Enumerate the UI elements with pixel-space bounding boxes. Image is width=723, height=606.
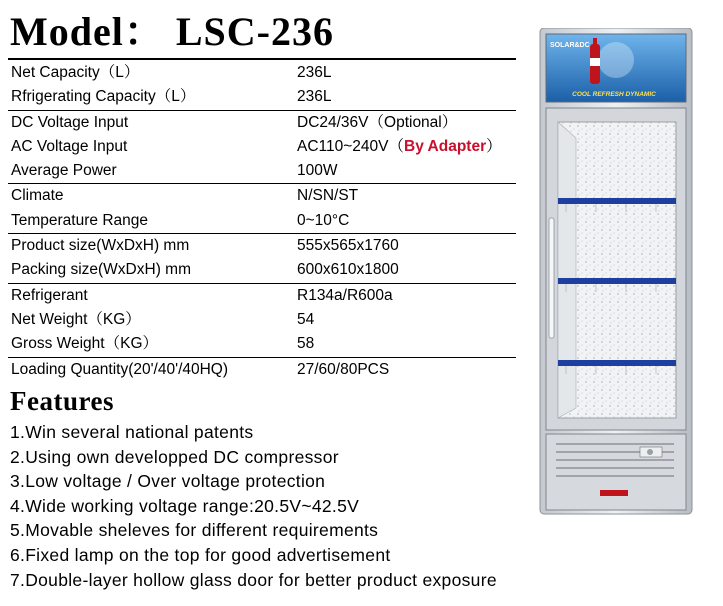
spec-value: 54 <box>297 310 315 328</box>
spec-value: N/SN/ST <box>297 187 359 205</box>
spec-label: AC Voltage Input <box>11 137 128 155</box>
features-list <box>10 420 497 592</box>
feature-item: 4.Wide working voltage range:20.5V~42.5V <box>10 495 360 516</box>
features-heading: Features <box>10 386 114 416</box>
spec-row <box>8 110 516 135</box>
spec-row <box>8 234 516 259</box>
model-title: Model： LSC-236 <box>10 9 334 54</box>
spec-value-tail: ） <box>486 137 502 155</box>
spec-row <box>8 308 516 332</box>
spec-row <box>8 159 516 184</box>
nameplate <box>600 490 628 496</box>
spec-value <box>295 135 516 159</box>
spec-label: Net Capacity（L） <box>11 64 140 81</box>
spec-label: Average Power <box>8 159 295 184</box>
feature-item: 1.Win several national patents <box>10 422 254 442</box>
fridge-brand-label: SOLAR&DC <box>550 42 590 49</box>
spec-value: 555x565x1760 <box>297 237 399 255</box>
spec-label: DC Voltage Input <box>11 113 129 131</box>
door-handle <box>549 218 554 338</box>
spec-row <box>8 258 516 283</box>
spec-value: 58 <box>295 332 516 357</box>
spec-value: R134a/R600a <box>297 286 393 304</box>
spec-row <box>8 332 516 357</box>
spec-row <box>8 209 516 234</box>
feature-item: 2.Using own developped DC compressor <box>10 446 339 467</box>
spec-label: Packing size(WxDxH) mm <box>8 258 295 283</box>
spec-value-text: AC110~240V（ <box>297 137 404 155</box>
spec-label: Rfrigerating Capacity（L） <box>8 85 295 110</box>
fridge-product-image <box>536 28 696 518</box>
spec-row <box>8 135 516 159</box>
spec-value: 27/60/80PCS <box>297 360 390 378</box>
spec-value: 0~10°C <box>295 209 516 234</box>
spec-label: Temperature Range <box>8 209 295 234</box>
spec-label: Climate <box>11 187 64 205</box>
spec-row <box>8 184 516 209</box>
spec-value: 236L <box>295 85 516 110</box>
fridge-banner-slogan: COOL REFRESH DYNAMIC <box>572 91 656 98</box>
spec-label: Net Weight（KG） <box>11 310 141 328</box>
spec-value-highlight: By Adapter <box>404 137 487 155</box>
compressor-base <box>546 434 686 510</box>
feature-item: 5.Movable sheleves for different requirements <box>10 520 379 541</box>
feature-item: 3.Low voltage / Over voltage protection <box>10 471 326 492</box>
spec-value: DC24/36V（Optional） <box>297 113 458 131</box>
spec-row <box>8 283 516 308</box>
feature-item: 7.Double-layer hollow glass door for better product exposure <box>10 569 497 590</box>
spec-value: 100W <box>295 159 516 184</box>
spec-label: Loading Quantity(20'/40'/40HQ) <box>11 360 229 378</box>
feature-item: 6.Fixed lamp on the top for good advertisement <box>10 544 391 565</box>
title-divider <box>8 58 516 60</box>
specs-table <box>8 61 516 382</box>
spec-label: Gross Weight（KG） <box>8 332 295 357</box>
spec-row <box>8 61 516 85</box>
spec-value: 236L <box>297 64 332 81</box>
spec-value: 600x610x1800 <box>295 258 516 283</box>
spec-row <box>8 357 516 382</box>
spec-label: Refrigerant <box>11 286 88 304</box>
spec-row <box>8 85 516 110</box>
spec-label: Product size(WxDxH) mm <box>11 237 190 255</box>
